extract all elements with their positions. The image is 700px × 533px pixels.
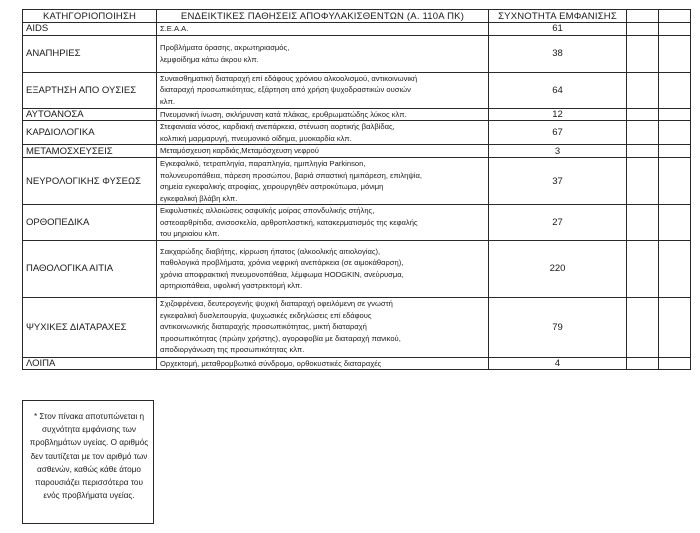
condition-line: Σ.Ε.Α.Α.: [160, 24, 189, 33]
condition-line: χρόνια αποφρακτική πνευμονοπάθεια, λέμφωμα HODGKIN, ανεύρυσμα,: [160, 269, 404, 279]
table-body: [23, 23, 691, 370]
table-row: [23, 35, 691, 72]
condition-line: οστεοαρθρίτιδα, ανισοσκελία, αρθροπλαστική, κατακερματισμός της κεφαλής: [160, 217, 418, 227]
frequency-cell: 64: [489, 72, 627, 108]
empty-cell: [659, 158, 691, 205]
category-cell: ΟΡΘΟΠΕΔΙΚΑ: [23, 205, 157, 241]
header-category: ΚΑΤΗΓΟΡΙΟΠΟΙΗΣΗ: [23, 10, 157, 23]
conditions-cell: [157, 108, 489, 121]
condition-line: Προβλήματα όρασης, ακρωτηριασμός,: [160, 43, 290, 52]
empty-cell: [659, 108, 691, 121]
empty-cell: [659, 23, 691, 36]
conditions-cell: [157, 145, 489, 158]
table-header-row: [23, 10, 691, 23]
table-row: [23, 23, 691, 36]
condition-line: σημεία εγκεφαλικής ατροφίας, χειρουργηθέν αστροκύτωμα, μόνιμη: [160, 182, 384, 191]
table-row: [23, 205, 691, 241]
frequency-cell: 220: [489, 240, 627, 297]
frequency-cell: 61: [489, 23, 627, 36]
condition-line: Συναισθηματική διαταραχή επί εδάφους χρόνιου αλκοολισμού, αντικοινωνική: [160, 73, 418, 83]
condition-line: λεμφοίδημα κάτω άκρου κλπ.: [160, 54, 259, 64]
condition-line: αποδιοργάνωση της προσωπικότητας κλπ.: [160, 345, 305, 355]
empty-cell: [627, 297, 659, 357]
condition-line: κολπική μαρμαρυγή, πνευμονικό οίδημα, μυοκαρδία κλπ.: [160, 133, 352, 143]
empty-cell: [627, 23, 659, 36]
header-frequency: ΣΥΧΝΟΤΗΤΑ ΕΜΦΑΝΙΣΗΣ: [489, 10, 627, 23]
header-conditions: ΕΝΔΕΙΚΤΙΚΕΣ ΠΑΘΗΣΕΙΣ ΑΠΟΦΥΛΑΚΙΣΘΕΝΤΩΝ (Α. 110Α ΠΚ): [157, 10, 489, 23]
category-cell: ΑΝΑΠΗΡΙΕΣ: [23, 35, 157, 72]
frequency-cell: 79: [489, 297, 627, 357]
empty-cell: [627, 158, 659, 205]
condition-line: προσωπικότητας (πρώην χρήστης), αγοραφοβία με διαταραχή πανικού,: [160, 333, 401, 343]
category-cell: ΠΑΘΟΛΟΓΙΚΑ ΑΙΤΙΑ: [23, 240, 157, 297]
conditions-cell: [157, 121, 489, 145]
empty-cell: [627, 35, 659, 72]
header-empty-cell: [627, 10, 659, 23]
condition-line: κλπ.: [160, 96, 175, 106]
condition-line: αντικοινωνικής διαταραχής προσωπικότητας, μικτή διαταραχή: [160, 322, 367, 332]
condition-line: Πνευμονική ίνωση, σκλήρυνση κατά πλάκας, ερυθρωματώδης λύκος κλπ.: [160, 109, 407, 119]
empty-cell: [659, 205, 691, 241]
condition-line: αρτηριοπάθεια, υφολική γαστρεκτομή κλπ.: [160, 281, 303, 290]
empty-cell: [659, 72, 691, 108]
empty-cell: [627, 205, 659, 241]
condition-line: Ορχεκτομή, μεταθρομβωτικό σύνδρομο, ορθοκυστικές διαταραχές: [160, 358, 382, 368]
header-empty-cell: [659, 10, 691, 23]
table-row: [23, 357, 691, 370]
footnote-box: [22, 400, 154, 524]
empty-cell: [659, 357, 691, 370]
category-cell: ΝΕΥΡΟΛΟΓΙΚΗΣ ΦΥΣΕΩΣ: [23, 158, 157, 205]
table-row: [23, 158, 691, 205]
empty-cell: [659, 121, 691, 145]
empty-cell: [627, 240, 659, 297]
empty-cell: [659, 35, 691, 72]
frequency-cell: 4: [489, 357, 627, 370]
frequency-cell: 37: [489, 158, 627, 205]
category-cell: ΨΥΧΙΚΕΣ ΔΙΑΤΑΡΑΧΕΣ: [23, 297, 157, 357]
empty-cell: [627, 357, 659, 370]
conditions-cell: [157, 158, 489, 205]
category-cell: ΚΑΡΔΙΟΛΟΓΙΚΑ: [23, 121, 157, 145]
condition-line: Εγκεφαλικό, τετραπληγία, παραπληγία, ημιπληγία Parkinson,: [160, 159, 366, 168]
condition-line: Εκφυλιστικές αλλοιώσεις οσφυϊκής μοίρας σπονδυλικής στήλης,: [160, 206, 375, 215]
condition-line: Σακχαρώδης διαβήτης, κίρρωση ήπατος (αλκοολικής αιτιολογίας),: [160, 246, 381, 256]
empty-cell: [659, 145, 691, 158]
frequency-cell: 3: [489, 145, 627, 158]
condition-line: διαταραχή προσωπικότητας, εξάρτηση από χρήση ψυχοδραστικών ουσιών: [160, 85, 411, 95]
frequency-cell: 38: [489, 35, 627, 72]
conditions-cell: [157, 297, 489, 357]
conditions-table: [22, 9, 691, 370]
conditions-cell: [157, 357, 489, 370]
category-cell: ΕΞΑΡΤΗΣΗ ΑΠΟ ΟΥΣΙΕΣ: [23, 72, 157, 108]
conditions-cell: [157, 35, 489, 72]
table-row: [23, 121, 691, 145]
table-row: [23, 240, 691, 297]
empty-cell: [659, 297, 691, 357]
conditions-cell: [157, 240, 489, 297]
condition-line: πολυνευροπάθεια, πάρεση προσώπου, βαριά σπαστική ημιπάρεση, επιληψία,: [160, 170, 422, 180]
table-row: [23, 297, 691, 357]
table-row: [23, 108, 691, 121]
frequency-cell: 67: [489, 121, 627, 145]
conditions-cell: [157, 23, 489, 36]
category-cell: AIDS: [23, 23, 157, 36]
condition-line: εγκεφαλική δυσλειτουργία, ψυχωσικές εκδηλώσεις επί εδάφους: [160, 310, 372, 320]
category-cell: ΑΥΤΟΑΝΟΣΑ: [23, 108, 157, 121]
category-cell: ΜΕΤΑΜΟΣΧΕΥΣΕΙΣ: [23, 145, 157, 158]
empty-cell: [659, 240, 691, 297]
footnote-text: * Στον πίνακα αποτυπώνεται η συχνότητα εμφάνισης των προβλημάτων υγείας. Ο αριθμός δεν ταυτίζεται με τον αριθμό των ασθενών, καθώς κάθε άτομο παρουσιάζει περισσότερα του ενός προβλήματα υγείας.: [29, 412, 149, 501]
frequency-cell: 12: [489, 108, 627, 121]
frequency-cell: 27: [489, 205, 627, 241]
empty-cell: [627, 108, 659, 121]
conditions-cell: [157, 205, 489, 241]
table-row: [23, 72, 691, 108]
condition-line: Σχιζοφρένεια, δευτερογενής ψυχική διαταραχή οφειλόμενη σε γνωστή: [160, 299, 393, 309]
condition-line: Μεταμόσχευση καρδιάς,Μεταμόσχευση νεφρού: [160, 146, 319, 156]
condition-line: του μηριαίου κλπ.: [160, 229, 220, 238]
empty-cell: [627, 145, 659, 158]
condition-line: Στεφανιαία νόσος, καρδιακή ανεπάρκεια, στένωση αορτικής βαλβίδας,: [160, 122, 395, 131]
category-cell: ΛΟΙΠΑ: [23, 357, 157, 370]
empty-cell: [627, 72, 659, 108]
conditions-cell: [157, 72, 489, 108]
condition-line: εγκεφαλική βλάβη κλπ.: [160, 193, 238, 203]
table-row: [23, 145, 691, 158]
condition-line: παθολογικά προβλήματα, χρόνια νεφρική ανεπάρκεια (σε αιμοκάθαρση),: [160, 258, 404, 267]
empty-cell: [627, 121, 659, 145]
